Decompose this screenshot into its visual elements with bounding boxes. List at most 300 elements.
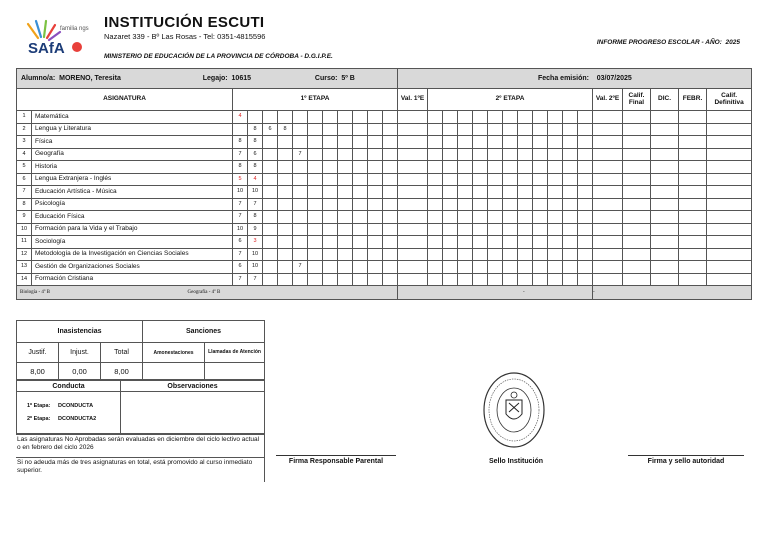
etapa1-grade-cell [323, 211, 338, 224]
etapa2-grade-cell [443, 223, 458, 236]
etapa1-grade-cell [308, 161, 323, 174]
etapa1-grade-cell [323, 123, 338, 136]
etapa1-grade-cell [368, 186, 383, 199]
etapa2-grade-cell [428, 248, 443, 261]
etapa1-grade-cell [383, 198, 398, 211]
student-name: MORENO, Teresita [59, 75, 121, 82]
etapa2-grade-cell [458, 123, 473, 136]
val1-cell [398, 161, 428, 174]
absences-labels-row [17, 343, 265, 363]
etapa1-grade-cell [323, 236, 338, 249]
etapa1-grade-cell [338, 211, 353, 224]
etapa1-grade-cell [278, 186, 293, 199]
etapa2-grade-cell [503, 236, 518, 249]
observations-title: Observaciones [121, 381, 265, 392]
etapa1-grade-cell: 10 [248, 248, 263, 261]
subject-name: Física [32, 136, 233, 149]
dic-cell [651, 111, 679, 124]
etapa2-grade-cell [548, 273, 563, 286]
etapa1-grade-cell [263, 111, 278, 124]
etapa2-grade-cell [518, 223, 533, 236]
etapa2-grade-cell [563, 136, 578, 149]
etapa2-grade-cell [548, 261, 563, 274]
etapa2-grade-cell [488, 173, 503, 186]
etapa1-grade-cell [383, 273, 398, 286]
etapa1-grade-cell [338, 223, 353, 236]
etapa2-grade-cell [443, 123, 458, 136]
etapa1-grade-cell: 4 [233, 111, 248, 124]
etapa1-grade-cell [338, 111, 353, 124]
etapa1-grade-cell [263, 161, 278, 174]
institution-seal [480, 370, 548, 450]
etapa1-grade-cell [368, 161, 383, 174]
etapa2-grade-cell [533, 236, 548, 249]
etapa1-grade-cell [293, 248, 308, 261]
etapa1-grade-cell: 7 [293, 261, 308, 274]
stage1-label: 1º Etapa: [27, 402, 51, 409]
subject-name: Psicología [32, 198, 233, 211]
etapa2-grade-cell [443, 186, 458, 199]
etapa2-grade-cell [548, 161, 563, 174]
etapa1-grade-cell [353, 261, 368, 274]
dic-cell [651, 136, 679, 149]
febr-cell [679, 111, 707, 124]
etapa2-grade-cell [563, 173, 578, 186]
subject-row [17, 186, 752, 199]
etapa1-grade-cell [338, 261, 353, 274]
calif-definitiva-cell [707, 236, 752, 249]
etapa2-grade-cell [443, 248, 458, 261]
etapa1-grade-cell [368, 236, 383, 249]
etapa1-grade-cell [383, 211, 398, 224]
etapa2-grade-cell [428, 223, 443, 236]
etapa2-grade-cell [548, 186, 563, 199]
calif-final-cell [623, 173, 651, 186]
etapa1-grade-cell [293, 186, 308, 199]
etapa2-grade-cell [548, 211, 563, 224]
etapa2-grade-cell [563, 148, 578, 161]
etapa1-grade-cell [278, 148, 293, 161]
etapa2-grade-cell [503, 136, 518, 149]
calif-final-cell [623, 248, 651, 261]
febr-cell [679, 273, 707, 286]
subject-number: 1 [17, 111, 32, 124]
etapa1-grade-cell [338, 136, 353, 149]
col-etapa2: 2º ETAPA [428, 89, 593, 111]
etapa2-grade-cell [533, 261, 548, 274]
subject-number: 10 [17, 223, 32, 236]
parent-signature-label: Firma Responsable Parental [288, 458, 384, 465]
etapa2-grade-cell [578, 161, 593, 174]
etapa2-grade-cell [548, 136, 563, 149]
etapa2-grade-cell [578, 273, 593, 286]
dic-cell [651, 248, 679, 261]
report-year: 2025 [725, 39, 740, 46]
febr-cell [679, 173, 707, 186]
etapa1-grade-cell [368, 223, 383, 236]
etapa2-grade-cell [533, 161, 548, 174]
col-dic: DIC. [651, 89, 679, 111]
val1-cell [398, 248, 428, 261]
val1-cell [398, 123, 428, 136]
subject-row [17, 161, 752, 174]
parent-signature-line [276, 455, 396, 456]
col-calif-definitiva: Calif. Definitiva [707, 89, 752, 111]
etapa1-grade-cell [368, 261, 383, 274]
report-title-label: INFORME PROGRESO ESCOLAR - AÑO: [596, 39, 722, 46]
dic-cell [651, 161, 679, 174]
pending-cell-1 [17, 286, 398, 300]
etapa2-grade-cell [473, 173, 488, 186]
etapa2-grade-cell [443, 236, 458, 249]
etapa1-grade-cell [353, 123, 368, 136]
etapa2-grade-cell [503, 123, 518, 136]
etapa1-grade-cell [338, 273, 353, 286]
etapa1-grade-cell [353, 161, 368, 174]
etapa1-grade-cell [308, 173, 323, 186]
etapa2-grade-cell [548, 248, 563, 261]
etapa2-grade-cell [578, 198, 593, 211]
etapa1-grade-cell [308, 186, 323, 199]
etapa2-grade-cell [503, 173, 518, 186]
val2-cell [593, 161, 623, 174]
col-asignatura: ASIGNATURA [17, 89, 233, 111]
etapa2-grade-cell [533, 186, 548, 199]
febr-cell [679, 161, 707, 174]
stage1-value: DCONDUCTA [58, 402, 94, 409]
etapa2-grade-cell [428, 123, 443, 136]
etapa1-grade-cell [338, 236, 353, 249]
calif-final-cell [623, 211, 651, 224]
val1-cell [398, 198, 428, 211]
dic-cell [651, 148, 679, 161]
subject-number: 13 [17, 261, 32, 274]
etapa2-grade-cell [503, 248, 518, 261]
calif-definitiva-cell [707, 248, 752, 261]
etapa2-grade-cell [563, 248, 578, 261]
etapa1-grade-cell [263, 198, 278, 211]
subject-number: 14 [17, 273, 32, 286]
etapa1-grade-cell: 8 [233, 161, 248, 174]
etapa2-grade-cell [428, 198, 443, 211]
etapa2-grade-cell [458, 136, 473, 149]
val1-cell [398, 261, 428, 274]
calif-final-cell [623, 223, 651, 236]
etapa2-grade-cell [458, 211, 473, 224]
etapa2-grade-cell [443, 261, 458, 274]
etapa1-grade-cell: 7 [233, 273, 248, 286]
etapa1-grade-cell [248, 111, 263, 124]
dic-cell [651, 186, 679, 199]
subject-row [17, 261, 752, 274]
student-info-row [17, 69, 752, 89]
etapa1-grade-cell [383, 236, 398, 249]
val2-cell [593, 123, 623, 136]
subject-number: 5 [17, 161, 32, 174]
etapa2-grade-cell [578, 223, 593, 236]
subject-number: 7 [17, 186, 32, 199]
subject-row [17, 198, 752, 211]
etapa2-grade-cell [488, 223, 503, 236]
val1-cell [398, 273, 428, 286]
val2-cell [593, 248, 623, 261]
grades-table [16, 68, 752, 300]
etapa2-grade-cell [473, 198, 488, 211]
etapa1-grade-cell [233, 123, 248, 136]
etapa2-grade-cell [458, 273, 473, 286]
amonestaciones-value [143, 363, 205, 380]
subject-row [17, 236, 752, 249]
etapa2-grade-cell [428, 136, 443, 149]
dic-cell [651, 236, 679, 249]
etapa2-grade-cell [473, 273, 488, 286]
etapa2-grade-cell [488, 236, 503, 249]
febr-cell [679, 211, 707, 224]
etapa2-grade-cell [503, 111, 518, 124]
etapa2-grade-cell [488, 248, 503, 261]
calif-definitiva-cell [707, 148, 752, 161]
etapa1-grade-cell: 5 [233, 173, 248, 186]
dic-cell [651, 123, 679, 136]
etapa1-grade-cell [368, 123, 383, 136]
calif-definitiva-cell [707, 211, 752, 224]
val2-cell [593, 236, 623, 249]
note-evaluation: Las asignaturas No Aprobadas serán evaluadas en diciembre del ciclo lectivo actual o en febrero del ciclo 2026 [17, 436, 260, 452]
etapa2-grade-cell [548, 111, 563, 124]
etapa2-grade-cell [443, 161, 458, 174]
etapa1-grade-cell: 6 [248, 148, 263, 161]
absences-values-row [17, 363, 265, 380]
etapa2-grade-cell [443, 198, 458, 211]
etapa2-grade-cell [488, 186, 503, 199]
etapa1-grade-cell [293, 198, 308, 211]
etapa2-grade-cell [533, 148, 548, 161]
dic-cell [651, 198, 679, 211]
etapa1-grade-cell: 10 [248, 261, 263, 274]
etapa1-grade-cell [353, 111, 368, 124]
etapa2-grade-cell [488, 136, 503, 149]
etapa2-grade-cell [488, 161, 503, 174]
etapa1-grade-cell: 8 [278, 123, 293, 136]
febr-cell [679, 248, 707, 261]
etapa1-grade-cell [323, 248, 338, 261]
etapa1-grade-cell: 7 [248, 198, 263, 211]
etapa1-grade-cell: 6 [263, 123, 278, 136]
etapa2-grade-cell [563, 161, 578, 174]
etapa1-grade-cell [278, 211, 293, 224]
etapa2-grade-cell [458, 198, 473, 211]
etapa1-grade-cell [323, 261, 338, 274]
subject-row [17, 248, 752, 261]
etapa1-grade-cell [353, 173, 368, 186]
etapa1-grade-cell [263, 248, 278, 261]
val1-cell [398, 223, 428, 236]
val2-cell [593, 223, 623, 236]
legajo-value: 10615 [231, 75, 251, 82]
calif-definitiva-cell [707, 186, 752, 199]
left-panel-border [264, 320, 265, 482]
report-title [597, 39, 740, 46]
etapa2-grade-cell [443, 211, 458, 224]
etapa2-grade-cell [518, 173, 533, 186]
etapa2-grade-cell [503, 261, 518, 274]
subject-row [17, 173, 752, 186]
etapa1-grade-cell [353, 198, 368, 211]
etapa2-grade-cell [533, 198, 548, 211]
val1-cell [398, 173, 428, 186]
febr-cell [679, 123, 707, 136]
etapa1-grade-cell [278, 223, 293, 236]
total-label: Total [101, 343, 143, 363]
etapa1-grade-cell [383, 123, 398, 136]
etapa2-grade-cell [503, 211, 518, 224]
febr-cell [679, 136, 707, 149]
etapa2-grade-cell [428, 161, 443, 174]
etapa1-grade-cell [263, 211, 278, 224]
llamadas-label: Llamadas de Atención [205, 343, 265, 363]
etapa1-grade-cell [278, 161, 293, 174]
etapa1-grade-cell: 9 [248, 223, 263, 236]
etapa1-grade-cell: 8 [248, 211, 263, 224]
calif-definitiva-cell [707, 173, 752, 186]
conduct-table [16, 380, 265, 434]
etapa2-grade-cell [548, 173, 563, 186]
val1-cell [398, 211, 428, 224]
etapa1-grade-cell [353, 136, 368, 149]
etapa2-grade-cell [563, 236, 578, 249]
etapa1-grade-cell: 3 [248, 236, 263, 249]
etapa1-grade-cell [323, 198, 338, 211]
curso-label: Curso: [314, 75, 338, 82]
etapa2-grade-cell [518, 236, 533, 249]
etapa1-grade-cell [278, 136, 293, 149]
etapa1-grade-cell [383, 186, 398, 199]
etapa2-grade-cell [503, 223, 518, 236]
school-address: Nazaret 339 - Bº Las Rosas - Tel: 0351-4815596 [104, 32, 266, 41]
conduct-title-row [17, 381, 265, 392]
etapa1-grade-cell [278, 261, 293, 274]
etapa2-grade-cell [518, 198, 533, 211]
etapa2-grade-cell [458, 223, 473, 236]
subject-name: Sociología [32, 236, 233, 249]
etapa2-grade-cell [533, 123, 548, 136]
etapa2-grade-cell [578, 173, 593, 186]
etapa2-grade-cell [518, 261, 533, 274]
col-etapa1: 1º ETAPA [233, 89, 398, 111]
subject-number: 11 [17, 236, 32, 249]
etapa2-grade-cell [533, 248, 548, 261]
dic-cell [651, 173, 679, 186]
etapa2-grade-cell [473, 148, 488, 161]
etapa2-grade-cell [458, 148, 473, 161]
etapa2-grade-cell [578, 186, 593, 199]
subject-number: 4 [17, 148, 32, 161]
febr-cell [679, 236, 707, 249]
col-calif-final: Calif. Final [623, 89, 651, 111]
etapa2-grade-cell [518, 161, 533, 174]
etapa2-grade-cell [578, 211, 593, 224]
calif-final-cell [623, 273, 651, 286]
etapa2-grade-cell [503, 198, 518, 211]
etapa2-grade-cell [428, 186, 443, 199]
safa-logo [22, 18, 94, 60]
etapa2-grade-cell [503, 186, 518, 199]
etapa1-grade-cell [293, 123, 308, 136]
etapa2-grade-cell [503, 148, 518, 161]
etapa2-grade-cell [518, 136, 533, 149]
etapa2-grade-cell [458, 161, 473, 174]
calif-definitiva-cell [707, 111, 752, 124]
etapa2-grade-cell [533, 211, 548, 224]
subject-name: Gestión de Organizaciones Sociales [32, 261, 233, 274]
etapa2-grade-cell [563, 223, 578, 236]
etapa2-grade-cell [503, 161, 518, 174]
seal-label: Sello Institución [488, 458, 544, 465]
etapa2-grade-cell [578, 248, 593, 261]
etapa1-grade-cell [308, 248, 323, 261]
febr-cell [679, 198, 707, 211]
subject-name: Educación Física [32, 211, 233, 224]
val2-cell [593, 186, 623, 199]
absences-title: Inasistencias [17, 321, 143, 343]
val2-cell [593, 173, 623, 186]
etapa1-grade-cell: 7 [233, 198, 248, 211]
val1-cell [398, 236, 428, 249]
injust-value: 0,00 [59, 363, 101, 380]
etapa2-grade-cell [458, 173, 473, 186]
etapa1-grade-cell [338, 198, 353, 211]
pending-cell-2: - [398, 286, 593, 300]
febr-cell [679, 148, 707, 161]
etapa1-grade-cell [278, 273, 293, 286]
dic-cell [651, 223, 679, 236]
etapa1-grade-cell [293, 136, 308, 149]
notes-divider-mid [16, 457, 264, 458]
student-name-cell [17, 69, 398, 89]
val1-cell [398, 148, 428, 161]
etapa2-grade-cell [473, 223, 488, 236]
etapa2-grade-cell [488, 148, 503, 161]
etapa2-grade-cell [518, 273, 533, 286]
etapa2-grade-cell [548, 123, 563, 136]
etapa1-grade-cell [308, 223, 323, 236]
etapa2-grade-cell [518, 186, 533, 199]
stage2-value: DCONDUCTA2 [58, 415, 97, 422]
etapa2-grade-cell [488, 273, 503, 286]
subject-name: Formación Cristiana [32, 273, 233, 286]
etapa1-grade-cell: 10 [233, 223, 248, 236]
etapa2-grade-cell [563, 273, 578, 286]
val2-cell [593, 273, 623, 286]
conduct-stage-1 [27, 400, 120, 413]
pending-cell-3: - [593, 286, 752, 300]
etapa2-grade-cell [488, 261, 503, 274]
etapa1-grade-cell [308, 198, 323, 211]
subject-name: Matemática [32, 111, 233, 124]
etapa2-grade-cell [563, 261, 578, 274]
etapa1-grade-cell [383, 223, 398, 236]
etapa1-grade-cell [323, 173, 338, 186]
etapa2-grade-cell [473, 161, 488, 174]
etapa1-grade-cell [368, 111, 383, 124]
val1-cell [398, 111, 428, 124]
etapa1-grade-cell: 8 [233, 136, 248, 149]
val2-cell [593, 111, 623, 124]
etapa2-grade-cell [518, 123, 533, 136]
etapa1-grade-cell [338, 248, 353, 261]
val2-cell [593, 261, 623, 274]
etapa2-grade-cell [533, 111, 548, 124]
